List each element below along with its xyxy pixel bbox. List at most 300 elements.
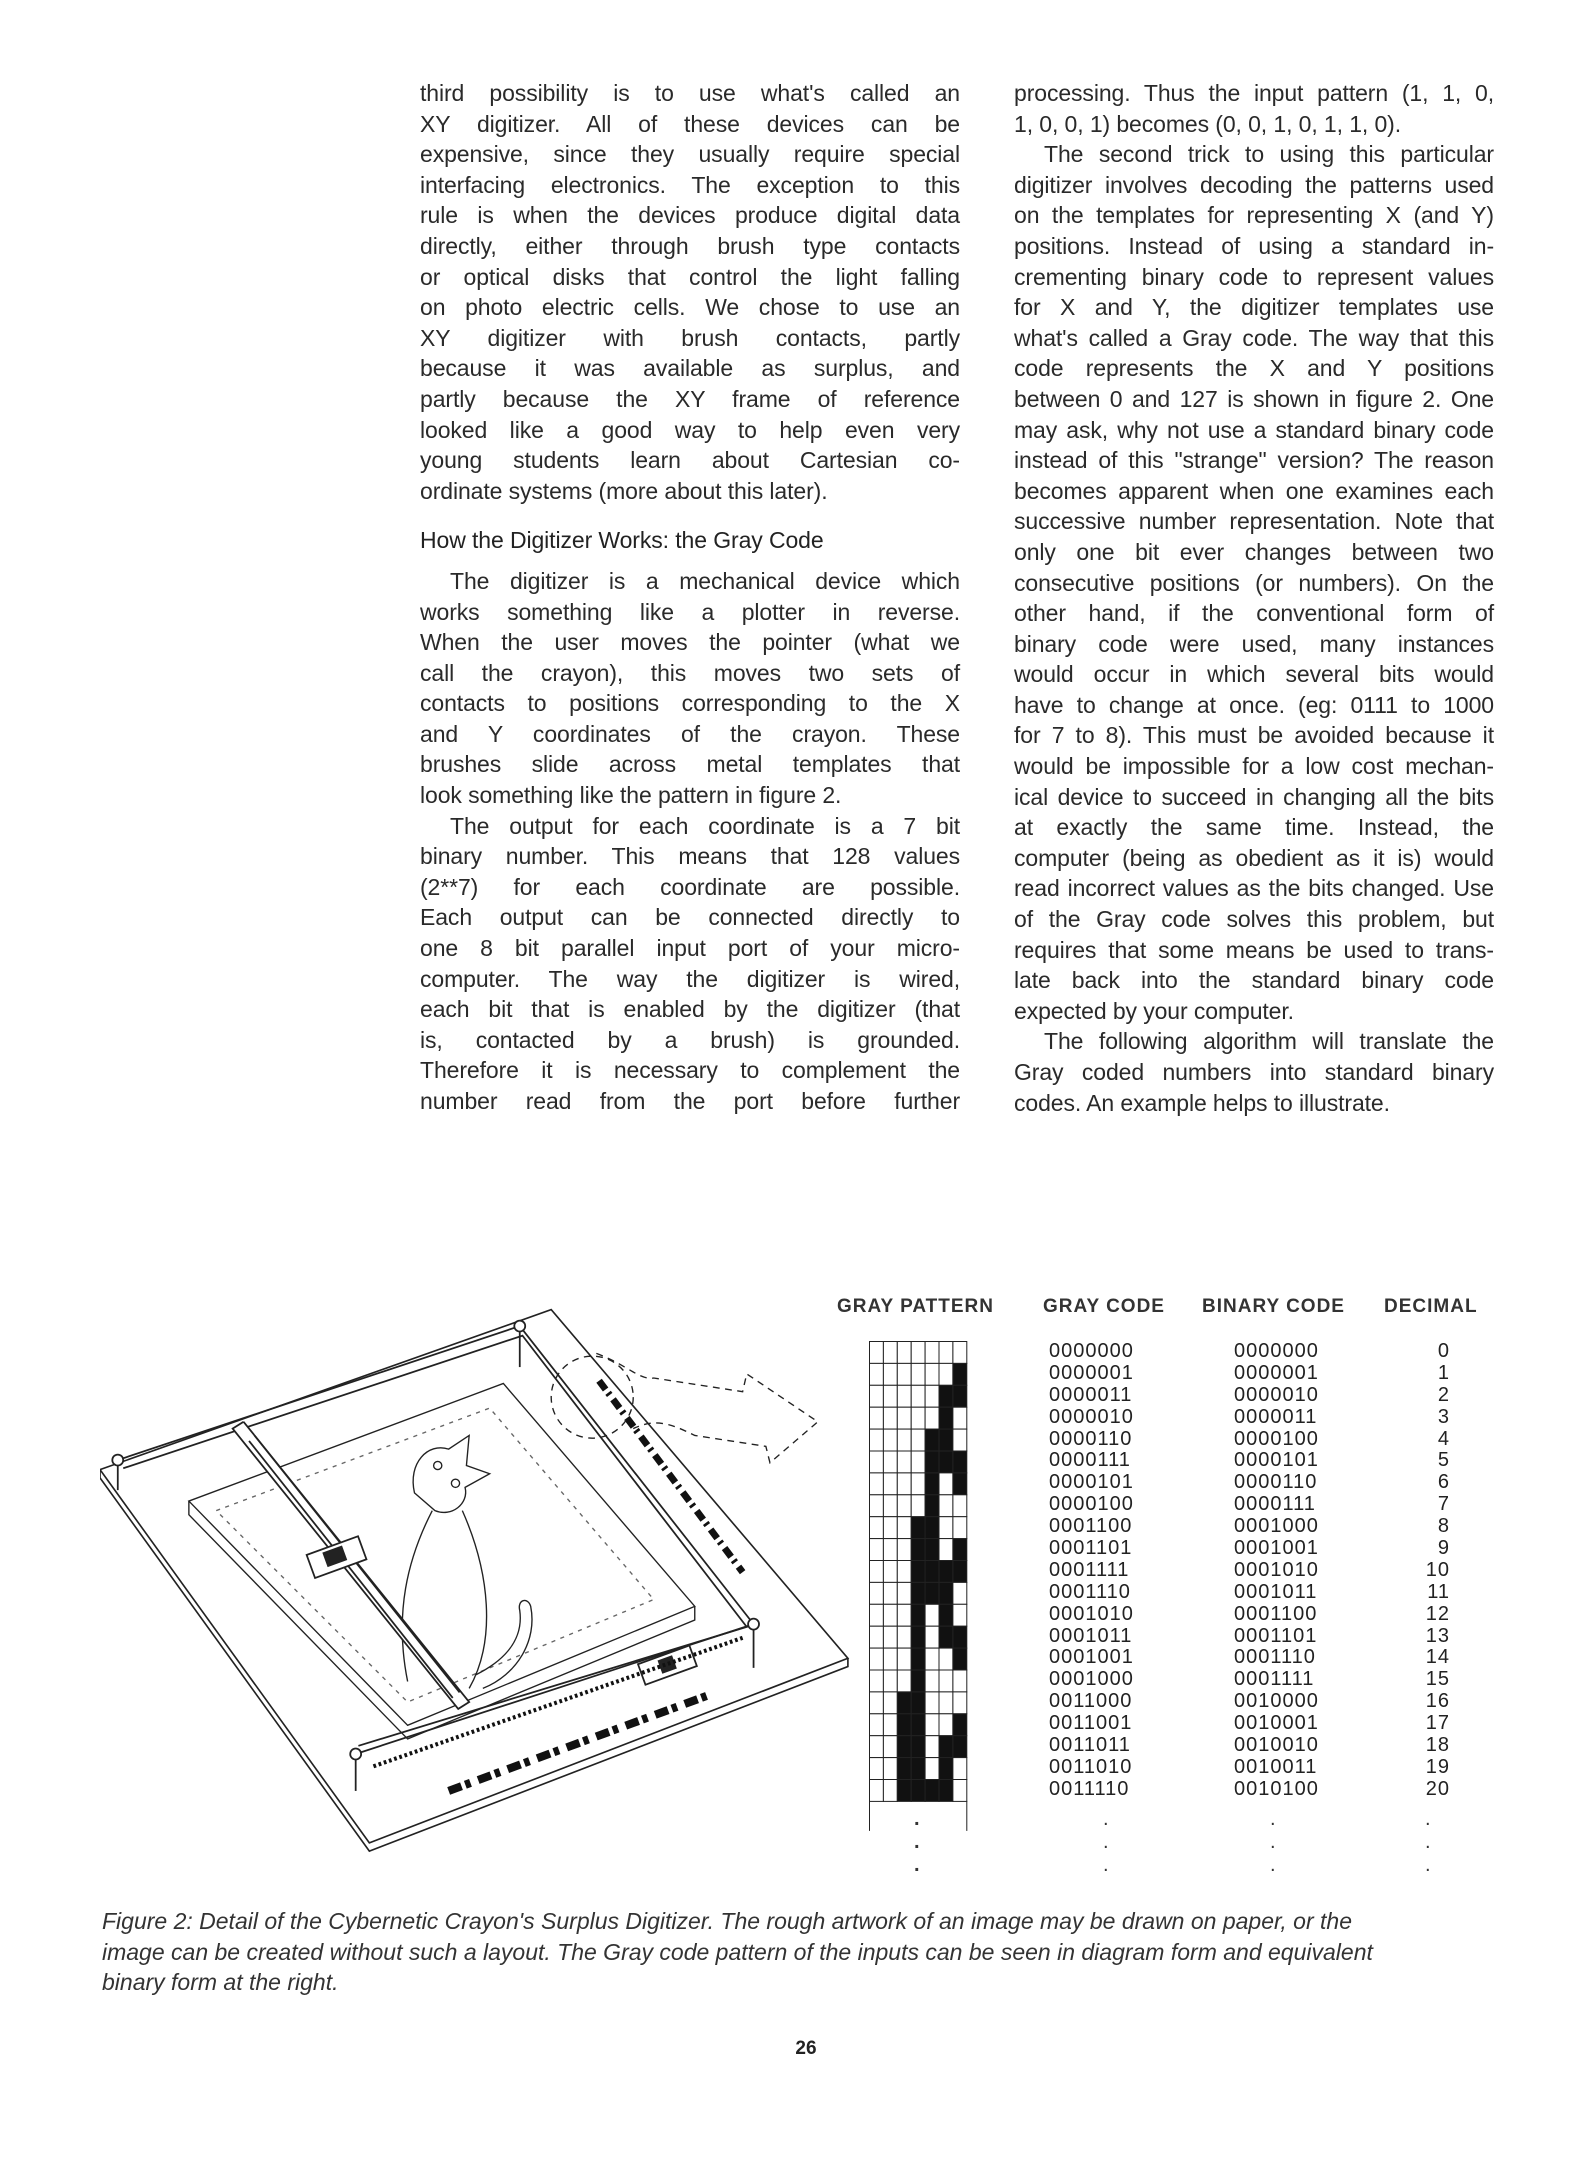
pattern-cell-empty <box>883 1342 897 1364</box>
gray-code-cell: 0000010 <box>1049 1405 1134 1428</box>
text-line: expensive, since they usually require special <box>420 141 960 168</box>
pattern-cell-empty <box>870 1582 884 1604</box>
binary-code-cell: 0001101 <box>1234 1624 1318 1647</box>
pattern-cell-empty <box>953 1342 967 1364</box>
pattern-cell-empty <box>870 1780 884 1802</box>
text-line: on the templates for representing X (and Y) <box>1014 202 1494 229</box>
text-line: brushes slide across metal templates that <box>420 751 960 778</box>
text-line: what's called a Gray code. The way that this <box>1014 324 1494 351</box>
binary-code-cell: 0001010 <box>1234 1558 1319 1581</box>
pattern-cell-empty <box>911 1473 925 1495</box>
pattern-cell-empty <box>911 1429 925 1451</box>
pattern-cell-filled <box>911 1582 925 1604</box>
pattern-cell-filled <box>939 1626 953 1648</box>
decimal-cell: 18 <box>1425 1734 1450 1757</box>
text-line: computer. The way the digitizer is wired, <box>420 965 960 992</box>
pattern-cell-empty <box>925 1736 939 1758</box>
pattern-cell-empty <box>897 1604 911 1626</box>
pattern-cell-empty <box>870 1626 884 1648</box>
pattern-cell-empty <box>870 1561 884 1583</box>
pattern-cell-filled <box>897 1780 911 1802</box>
text-line: positions. Instead of using a standard in- <box>1014 232 1494 259</box>
text-line: consecutive positions (or numbers). On the <box>1014 569 1494 596</box>
decimal-cell: 20 <box>1425 1777 1450 1800</box>
pattern-cell-empty <box>939 1363 953 1385</box>
text-line: other hand, if the conventional form of <box>1014 600 1494 627</box>
text-line: rule is when the devices produce digital data <box>420 202 960 229</box>
pattern-cell-empty <box>939 1714 953 1736</box>
decimal-cell: 1 <box>1437 1361 1450 1384</box>
pattern-cell-filled <box>911 1604 925 1626</box>
gray-code-cell: 0001111 <box>1049 1558 1130 1581</box>
text-line: digitizer involves decoding the patterns used <box>1014 171 1494 198</box>
pattern-cell-empty <box>883 1714 897 1736</box>
text-line: Gray coded numbers into standard binary <box>1014 1059 1494 1085</box>
pattern-cell-filled <box>897 1758 911 1780</box>
gray-code-cell: 0000110 <box>1049 1427 1133 1450</box>
text-line: requires that some means be used to trans- <box>1014 936 1494 963</box>
text-line: computer (being as obedient as it is) would <box>1014 844 1494 871</box>
pattern-cell-empty <box>870 1670 884 1692</box>
gray-code-cell: 0000111 <box>1049 1449 1131 1472</box>
paragraph <box>420 78 960 506</box>
header-gray-pattern: GRAY PATTERN <box>837 1296 994 1317</box>
pattern-cell-empty <box>870 1407 884 1429</box>
pattern-cell-empty <box>883 1692 897 1714</box>
pattern-cell-filled <box>953 1451 967 1473</box>
pattern-cell-empty <box>897 1342 911 1364</box>
pattern-cell-empty <box>883 1363 897 1385</box>
text-line: call the crayon), this moves two sets of <box>420 659 960 686</box>
gray-code-cell: 0001000 <box>1049 1668 1134 1691</box>
text-line: works something like a plotter in reverse. <box>420 598 960 625</box>
text-line: for X and Y, the digitizer templates use <box>1014 294 1494 321</box>
decimal-cell: 12 <box>1425 1602 1450 1625</box>
pattern-cell-empty <box>870 1451 884 1473</box>
caption-line: binary form at the right. <box>102 1969 339 1995</box>
pattern-cell-empty <box>883 1561 897 1583</box>
pattern-cell-empty <box>883 1495 897 1517</box>
pattern-cell-empty <box>953 1407 967 1429</box>
pattern-cell-empty <box>883 1429 897 1451</box>
pattern-cell-empty <box>925 1604 939 1626</box>
text-line: binary code were used, many instances <box>1014 630 1494 657</box>
pattern-cell-filled <box>925 1561 939 1583</box>
pattern-cell-empty <box>870 1429 884 1451</box>
binary-code-cell: 0000000 <box>1234 1340 1319 1362</box>
decimal-cell: 8 <box>1437 1515 1450 1538</box>
pattern-cell-empty <box>897 1517 911 1539</box>
binary-code-cell: 0001100 <box>1234 1602 1318 1625</box>
pattern-cell-filled <box>953 1363 967 1385</box>
text-line: crementing binary code to represent values <box>1014 263 1494 290</box>
pattern-cell-empty <box>911 1342 925 1364</box>
binary-code-cell: 0000101 <box>1234 1449 1319 1472</box>
gray-code-cell: 0001101 <box>1049 1537 1133 1560</box>
pattern-cell-filled <box>939 1429 953 1451</box>
ellipsis-dot: . <box>1270 1831 1276 1853</box>
pattern-cell-empty <box>925 1692 939 1714</box>
text-line: The output for each coordinate is a 7 bit <box>450 812 960 839</box>
pattern-cell-filled <box>939 1385 953 1407</box>
pattern-cell-empty <box>939 1517 953 1539</box>
text-line: partly because the XY frame of reference <box>420 385 960 412</box>
pattern-cell-filled <box>925 1451 939 1473</box>
text-line: have to change at once. (eg: 0111 to 1000 <box>1014 691 1494 718</box>
text-line: interfacing electronics. The exception to this <box>420 171 960 198</box>
text-line: XY digitizer with brush contacts, partly <box>420 324 960 351</box>
gray-code-cell: 0011011 <box>1049 1734 1131 1757</box>
pattern-cell-filled <box>911 1539 925 1561</box>
ellipsis-dot: . <box>914 1854 920 1876</box>
decimal-cell: 6 <box>1437 1471 1450 1494</box>
text-line: ical device to succeed in changing all the bits <box>1014 783 1494 810</box>
binary-code-cell: 0010100 <box>1234 1777 1319 1800</box>
pattern-cell-empty <box>897 1670 911 1692</box>
gray-code-cell: 0000101 <box>1049 1471 1134 1494</box>
ellipsis-dot: . <box>1425 1808 1431 1830</box>
pattern-cell-filled <box>953 1385 967 1407</box>
gray-code-cell: 0001001 <box>1049 1646 1134 1669</box>
pattern-cell-filled <box>939 1780 953 1802</box>
binary-code-cell: 0001011 <box>1234 1580 1318 1603</box>
pattern-cell-filled <box>925 1495 939 1517</box>
digitizer-illustration <box>100 1305 852 1853</box>
ellipsis-dot: . <box>1425 1831 1431 1853</box>
pattern-cell-filled <box>939 1582 953 1604</box>
gray-code-column <box>1049 1341 1134 1801</box>
decimal-cell: 0 <box>1437 1340 1450 1362</box>
pattern-cell-filled <box>911 1561 925 1583</box>
pattern-cell-empty <box>870 1495 884 1517</box>
pattern-cell-empty <box>953 1517 967 1539</box>
decimal-cell: 13 <box>1425 1624 1450 1647</box>
binary-code-column <box>1234 1341 1319 1801</box>
binary-code-cell: 0010000 <box>1234 1690 1319 1713</box>
pattern-cell-empty <box>939 1648 953 1670</box>
ellipsis-dot: . <box>1270 1808 1276 1830</box>
pattern-cell-empty <box>911 1385 925 1407</box>
text-line: binary number. This means that 128 values <box>420 843 960 870</box>
pattern-cell-empty <box>883 1670 897 1692</box>
figure-caption <box>102 1906 1520 1998</box>
decimal-cell: 3 <box>1437 1405 1450 1428</box>
pattern-cell-filled <box>911 1648 925 1670</box>
decimal-cell: 14 <box>1425 1646 1450 1669</box>
ellipsis-dot: . <box>914 1808 920 1830</box>
pattern-cell-empty <box>925 1363 939 1385</box>
pattern-cell-filled <box>939 1407 953 1429</box>
text-line: and Y coordinates of the crayon. These <box>420 720 960 747</box>
pattern-cell-empty <box>953 1429 967 1451</box>
text-line: codes. An example helps to illustrate. <box>1014 1089 1390 1116</box>
gray-code-cell: 0011010 <box>1049 1755 1133 1778</box>
decimal-cell: 10 <box>1425 1558 1450 1581</box>
text-line: The following algorithm will translate the <box>1044 1028 1494 1055</box>
pattern-cell-empty <box>870 1758 884 1780</box>
pattern-cell-filled <box>911 1692 925 1714</box>
pattern-cell-empty <box>883 1582 897 1604</box>
text-line: ordinate systems (more about this later). <box>420 477 828 504</box>
binary-code-cell: 0000110 <box>1234 1471 1318 1494</box>
decimal-cell: 7 <box>1437 1493 1450 1516</box>
pattern-cell-filled <box>911 1758 925 1780</box>
pattern-cell-empty <box>925 1714 939 1736</box>
pattern-cell-empty <box>897 1407 911 1429</box>
pattern-cell-empty <box>897 1363 911 1385</box>
pattern-cell-filled <box>925 1780 939 1802</box>
pattern-cell-empty <box>897 1473 911 1495</box>
pattern-cell-empty <box>897 1429 911 1451</box>
pattern-cell-empty <box>870 1363 884 1385</box>
pattern-cell-empty <box>911 1451 925 1473</box>
gray-code-cell: 0000001 <box>1049 1361 1134 1384</box>
pattern-cell-empty <box>939 1473 953 1495</box>
text-line: may ask, why not use a standard binary code <box>1014 416 1494 443</box>
pattern-cell-empty <box>925 1670 939 1692</box>
ellipsis-dot: . <box>1425 1854 1431 1876</box>
pattern-cell-empty <box>897 1451 911 1473</box>
text-line: The second trick to using this particular <box>1044 141 1494 168</box>
pattern-cell-empty <box>953 1604 967 1626</box>
decimal-cell: 16 <box>1425 1690 1450 1713</box>
header-decimal: DECIMAL <box>1384 1296 1478 1317</box>
pattern-cell-filled <box>939 1604 953 1626</box>
pattern-cell-empty <box>939 1670 953 1692</box>
text-line: third possibility is to use what's called an <box>420 80 960 106</box>
ellipsis-dot: . <box>1103 1854 1109 1876</box>
binary-code-cell: 0000111 <box>1234 1493 1316 1516</box>
decimal-cell: 9 <box>1437 1537 1450 1560</box>
pattern-cell-filled <box>925 1473 939 1495</box>
right-text-column <box>1014 78 1494 1118</box>
text-line: code represents the X and Y positions <box>1014 355 1494 382</box>
pattern-cell-empty <box>883 1385 897 1407</box>
decimal-cell: 5 <box>1437 1449 1450 1472</box>
text-line: is, contacted by a brush) is grounded. <box>420 1026 960 1053</box>
header-gray-code: GRAY CODE <box>1043 1296 1165 1317</box>
pattern-cell-empty <box>897 1582 911 1604</box>
pattern-cell-filled <box>953 1736 967 1758</box>
pattern-cell-empty <box>939 1495 953 1517</box>
text-line: Therefore it is necessary to complement the <box>420 1057 960 1084</box>
pattern-cell-filled <box>911 1670 925 1692</box>
pattern-cell-filled <box>939 1451 953 1473</box>
paragraph <box>1014 78 1494 139</box>
pattern-cell-empty <box>925 1342 939 1364</box>
pattern-cell-filled <box>897 1714 911 1736</box>
text-line: read incorrect values as the bits changed. Use <box>1014 875 1494 902</box>
text-line: The digitizer is a mechanical device which <box>450 567 960 594</box>
pattern-cell-filled <box>897 1736 911 1758</box>
pattern-cell-empty <box>870 1714 884 1736</box>
text-line: contacts to positions corresponding to the X <box>420 690 960 717</box>
pattern-cell-empty <box>953 1670 967 1692</box>
binary-code-cell: 0010011 <box>1234 1755 1318 1778</box>
pattern-cell-filled <box>939 1736 953 1758</box>
pattern-cell-empty <box>870 1517 884 1539</box>
pattern-ellipsis <box>914 1808 920 1877</box>
binary-code-cell: 0001111 <box>1234 1668 1315 1691</box>
pattern-cell-empty <box>870 1473 884 1495</box>
ellipsis-dot: . <box>1103 1831 1109 1853</box>
binary-code-cell: 0001110 <box>1234 1646 1316 1669</box>
text-line: becomes apparent when one examines each <box>1014 477 1494 504</box>
gray-code-cell: 0000011 <box>1049 1383 1133 1406</box>
text-line: for 7 to 8). This must be avoided because it <box>1014 722 1494 749</box>
pattern-cell-filled <box>953 1539 967 1561</box>
text-line: processing. Thus the input pattern (1, 1, 0, <box>1014 80 1494 106</box>
text-line: When the user moves the pointer (what we <box>420 629 960 656</box>
pattern-cell-filled <box>939 1758 953 1780</box>
pattern-cell-empty <box>953 1582 967 1604</box>
gray-code-cell: 0000000 <box>1049 1340 1134 1362</box>
text-line: would be impossible for a low cost mechan- <box>1014 753 1494 780</box>
binary-code-cell: 0000100 <box>1234 1427 1319 1450</box>
pattern-cell-empty <box>939 1342 953 1364</box>
ellipsis-dot: . <box>914 1831 920 1853</box>
text-line: would occur in which several bits would <box>1014 661 1494 688</box>
pattern-cell-empty <box>883 1539 897 1561</box>
binary-code-cell: 0000010 <box>1234 1383 1319 1406</box>
gray-code-cell: 0001110 <box>1049 1580 1131 1603</box>
pattern-cell-filled <box>911 1736 925 1758</box>
gray-code-cell: 0000100 <box>1049 1493 1134 1516</box>
pattern-cell-empty <box>883 1736 897 1758</box>
text-line: instead of this "strange" version? The reason <box>1014 447 1494 474</box>
binary-ellipsis <box>1270 1808 1276 1877</box>
pattern-cell-empty <box>883 1473 897 1495</box>
binary-code-cell: 0010001 <box>1234 1712 1319 1735</box>
binary-code-cell: 0000011 <box>1234 1405 1318 1428</box>
text-line: because it was available as surplus, and <box>420 355 960 382</box>
left-text-column <box>420 78 960 1117</box>
ellipsis-dot: . <box>1103 1808 1109 1830</box>
page-number: 26 <box>795 2038 817 2059</box>
text-line: of the Gray code solves this problem, but <box>1014 906 1494 933</box>
pattern-cell-empty <box>870 1385 884 1407</box>
gray-pattern-grid <box>869 1341 969 1881</box>
decimal-cell: 17 <box>1425 1712 1450 1735</box>
binary-code-cell: 0010010 <box>1234 1734 1319 1757</box>
pattern-cell-empty <box>897 1385 911 1407</box>
text-line: look something like the pattern in figure 2. <box>420 782 842 809</box>
pattern-cell-filled <box>953 1473 967 1495</box>
text-line: XY digitizer. All of these devices can be <box>420 110 960 137</box>
text-line: number read from the port before further <box>420 1088 960 1114</box>
pattern-cell-empty <box>897 1539 911 1561</box>
pattern-cell-filled <box>953 1561 967 1583</box>
header-binary-code: BINARY CODE <box>1202 1296 1345 1317</box>
binary-code-cell: 0000001 <box>1234 1361 1319 1384</box>
section-heading: How the Digitizer Works: the Gray Code <box>420 527 824 554</box>
pattern-cell-empty <box>897 1561 911 1583</box>
pattern-cell-empty <box>911 1407 925 1429</box>
text-line: on photo electric cells. We chose to use an <box>420 294 960 321</box>
text-line: looked like a good way to help even very <box>420 416 960 443</box>
gray-code-cell: 0011000 <box>1049 1690 1133 1713</box>
text-line: each bit that is enabled by the digitizer (that <box>420 996 960 1023</box>
pattern-cell-filled <box>925 1429 939 1451</box>
pattern-cell-filled <box>925 1517 939 1539</box>
pattern-cell-empty <box>870 1539 884 1561</box>
pattern-cell-empty <box>883 1451 897 1473</box>
text-line: or optical disks that control the light falling <box>420 263 960 290</box>
text-line: between 0 and 127 is shown in figure 2. One <box>1014 385 1494 412</box>
paragraph <box>1014 139 1494 1026</box>
pattern-cell-filled <box>911 1626 925 1648</box>
pattern-cell-empty <box>870 1648 884 1670</box>
pattern-cell-empty <box>897 1648 911 1670</box>
gray-ellipsis <box>1103 1808 1109 1877</box>
paragraph <box>420 811 960 1117</box>
decimal-column <box>1380 1341 1450 1801</box>
text-line: young students learn about Cartesian co- <box>420 447 960 474</box>
text-line: only one bit ever changes between two <box>1014 538 1494 565</box>
pattern-cell-filled <box>911 1780 925 1802</box>
pattern-cell-empty <box>953 1758 967 1780</box>
decimal-cell: 11 <box>1427 1580 1450 1603</box>
pattern-cell-empty <box>870 1692 884 1714</box>
pattern-cell-filled <box>897 1692 911 1714</box>
decimal-cell: 19 <box>1425 1755 1450 1778</box>
binary-code-cell: 0001001 <box>1234 1537 1319 1560</box>
decimal-cell: 4 <box>1437 1427 1450 1450</box>
pattern-cell-empty <box>911 1363 925 1385</box>
text-line: one 8 bit parallel input port of your micro- <box>420 935 960 962</box>
pattern-cell-filled <box>925 1539 939 1561</box>
gray-code-cell: 0001010 <box>1049 1602 1134 1625</box>
pattern-cell-empty <box>870 1604 884 1626</box>
gray-code-cell: 0011001 <box>1049 1712 1133 1735</box>
text-line: at exactly the same time. Instead, the <box>1014 814 1494 841</box>
pattern-cell-empty <box>883 1780 897 1802</box>
pattern-cell-filled <box>953 1714 967 1736</box>
pattern-cell-filled <box>939 1561 953 1583</box>
pattern-cell-empty <box>911 1495 925 1517</box>
pattern-cell-empty <box>870 1736 884 1758</box>
pattern-cell-empty <box>939 1692 953 1714</box>
caption-line: Figure 2: Detail of the Cybernetic Crayon's Surplus Digitizer. The rough artwork of an image may be drawn on paper, or the <box>102 1908 1352 1934</box>
pattern-cell-empty <box>883 1517 897 1539</box>
text-line: successive number representation. Note that <box>1014 508 1494 535</box>
paragraph <box>1014 1026 1494 1118</box>
pattern-cell-empty <box>870 1342 884 1364</box>
pattern-cell-filled <box>953 1626 967 1648</box>
text-line: Each output can be connected directly to <box>420 904 960 931</box>
pattern-cell-empty <box>925 1758 939 1780</box>
pattern-cell-empty <box>883 1604 897 1626</box>
pattern-cell-empty <box>897 1495 911 1517</box>
text-line: late back into the standard binary code <box>1014 967 1494 994</box>
text-line: expected by your computer. <box>1014 997 1294 1024</box>
pattern-cell-empty <box>925 1648 939 1670</box>
ellipsis-dot: . <box>1270 1854 1276 1876</box>
pattern-cell-empty <box>883 1648 897 1670</box>
gray-code-cell: 0001011 <box>1049 1624 1133 1647</box>
pattern-cell-empty <box>883 1407 897 1429</box>
pattern-cell-empty <box>883 1758 897 1780</box>
text-line: 1, 0, 0, 1) becomes (0, 0, 1, 0, 1, 1, 0). <box>1014 110 1402 137</box>
pattern-cell-empty <box>883 1626 897 1648</box>
binary-code-cell: 0001000 <box>1234 1515 1319 1538</box>
decimal-cell: 15 <box>1425 1668 1450 1691</box>
pattern-cell-empty <box>953 1692 967 1714</box>
pattern-cell-filled <box>911 1517 925 1539</box>
pattern-cell-filled <box>953 1648 967 1670</box>
paragraph <box>420 566 960 811</box>
text-line: (2**7) for each coordinate are possible. <box>420 873 960 900</box>
